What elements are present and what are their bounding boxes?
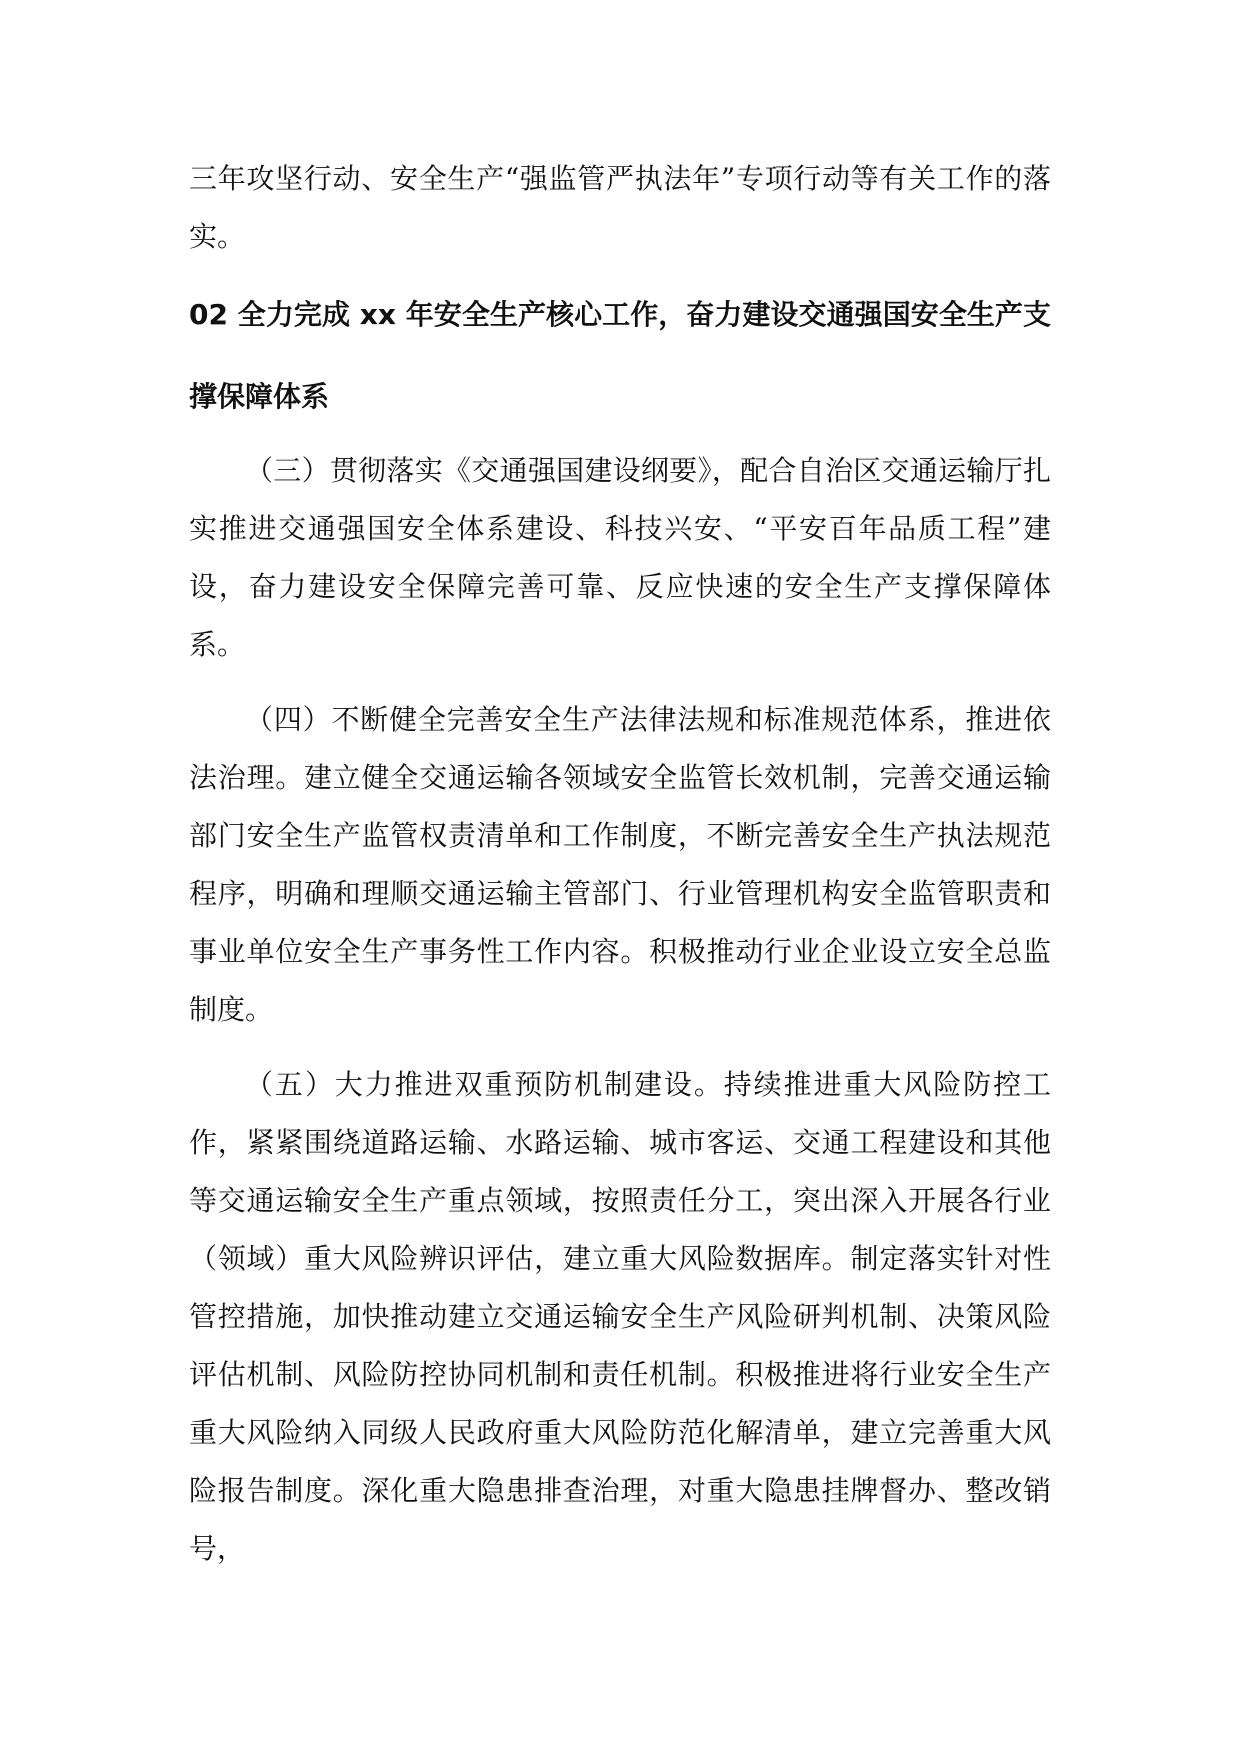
paragraph-gap xyxy=(189,674,1051,691)
document-body xyxy=(189,150,1051,1578)
paragraph-continuation: 三年攻坚行动、安全生产“强监管严执法年”专项行动等有关工作的落实。 xyxy=(189,162,1051,253)
section-heading-02: 02 全力完成 xx 年安全生产核心工作，奋力建设交通强国安全生产支撑保障体系 xyxy=(189,298,1051,413)
paragraph-item-5: （五）大力推进双重预防机制建设。持续推进重大风险防控工作，紧紧围绕道路运输、水路运输、城市客运、交通工程建设和其他等交通运输安全生产重点领域，按照责任分工，突出深入开展各行业（领域）重大风险辨识评估，建立重大风险数据库。制定落实针对性管控措施，加快推动建立交通运输安全生产风险研判机制、决策风险评估机制、风险防控协同机制和责任机制。积极推进将行业安全生产重大风险纳入同级人民政府重大风险防范化解清单，建立完善重大风险报告制度。深化重大隐患排查治理，对重大隐患挂牌督办、整改销号， xyxy=(189,1068,1051,1565)
paragraph-item-4: （四）不断健全完善安全生产法律法规和标准规范体系，推进依法治理。建立健全交通运输各领域安全监管长效机制，完善交通运输部门安全生产监管权责清单和工作制度，不断完善安全生产执法规范程序，明确和理顺交通运输主管部门、行业管理机构安全监管职责和事业单位安全生产事务性工作内容。积极推动行业企业设立安全总监制度。 xyxy=(189,703,1051,1026)
paragraph-gap xyxy=(189,1039,1051,1056)
paragraph-item-3: （三）贯彻落实《交通强国建设纲要》，配合自治区交通运输厅扎实推进交通强国安全体系建设、科技兴安、“平安百年品质工程”建设，奋力建设安全保障完善可靠、反应快速的安全生产支撑保障体系。 xyxy=(189,454,1051,661)
